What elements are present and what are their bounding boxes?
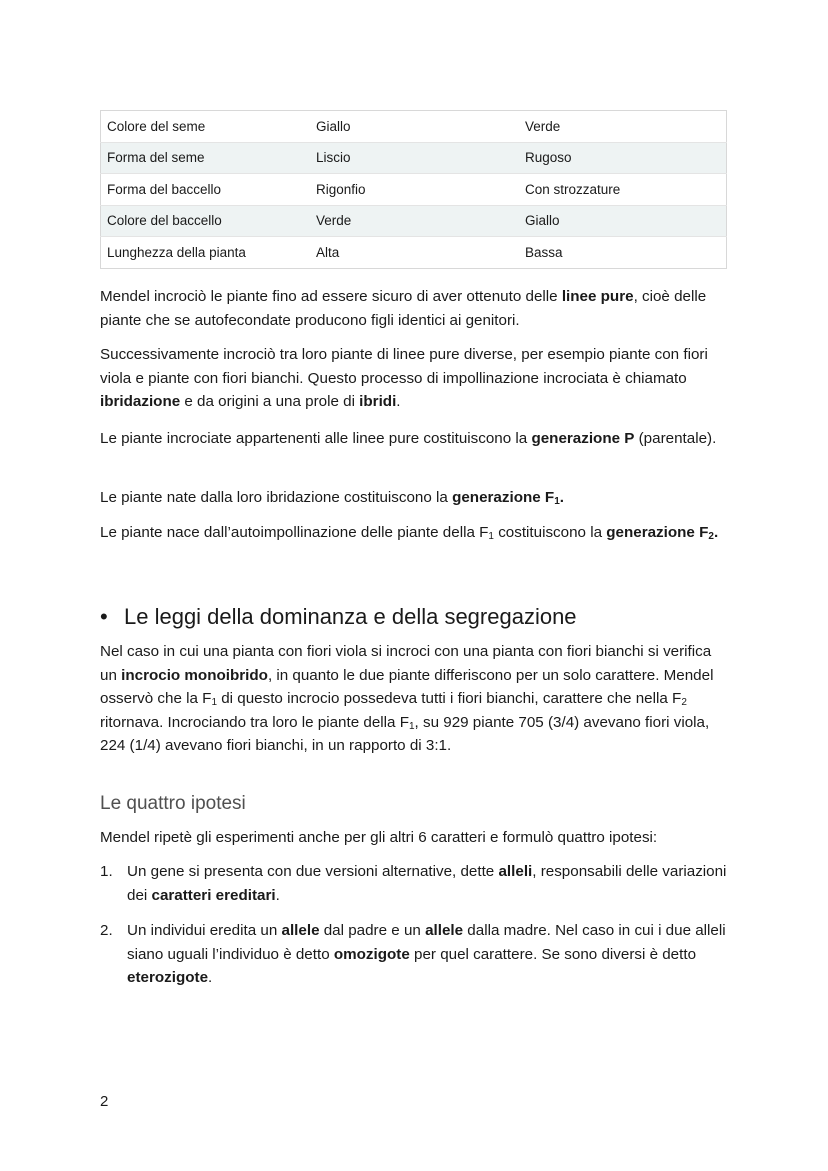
paragraph-generazione-f2: Le piante nace dall’autoimpollinazione delle piante della $F_1$ costituiscono la generazione $F_2$. (100, 524, 719, 542)
paragraph-intro-ipotesi: Mendel ripetè gli esperimenti anche per gli altri 6 caratteri e formulò quattro ipotesi: (100, 829, 658, 846)
table-cell: Forma del seme (101, 142, 311, 174)
table-cell: Colore del seme (101, 111, 311, 143)
table-row (101, 174, 727, 206)
table-cell: Verde (519, 111, 727, 143)
table-cell: Verde (310, 205, 519, 237)
section-heading: • Le leggi della dominanza e della segregazione (100, 602, 577, 632)
table-cell: Alta (316, 244, 340, 260)
table-cell: Con strozzature (519, 174, 727, 206)
table-row (101, 142, 727, 174)
paragraph-ibridazione: Successivamente incrociò tra loro piante di linee pure diverse, per esempio piante con fiori viola e piante con fiori bianchi. Questo processo di impollinazione incrociata è chiamato ibridazione e da origini a una prole di ibridi. (100, 346, 708, 410)
traits-table (100, 110, 727, 269)
table-cell: Giallo (519, 205, 727, 237)
table-cell: Liscio (310, 142, 519, 174)
page-number: 2 (100, 1093, 109, 1110)
table-cell: Bassa (525, 244, 563, 260)
paragraph-linee-pure: Mendel incrociò le piante fino ad essere sicuro di aver ottenuto delle linee pure, cioè delle piante che se autofecondate producono figli identici ai genitori. (100, 288, 707, 329)
list-item: 1. Un gene si presenta con due versioni alternative, dette alleli, responsabili delle variazioni dei caratteri ereditari. (100, 863, 727, 904)
table-cell: Lunghezza della pianta (107, 244, 246, 260)
table-cell: Forma del baccello (101, 174, 311, 206)
list-item: 2. Un individui eredita un allele dal padre e un allele dalla madre. Nel caso in cui i due alleli siano uguali l’individuo è detto omozigote per quel carattere. Se sono diversi è detto eterozigote. (100, 922, 726, 986)
table-cell: Giallo (310, 111, 519, 143)
table-cell: Rugoso (519, 142, 727, 174)
table-row (101, 205, 727, 237)
paragraph-generazione-p: Le piante incrociate appartenenti alle linee pure costituiscono la generazione P (parentale). (100, 430, 717, 447)
subsection-heading: Le quattro ipotesi (100, 793, 246, 814)
paragraph-generazione-f1: Le piante nate dalla loro ibridazione costituiscono la generazione $F_1$. (100, 489, 564, 507)
paragraph-incrocio-monoibrido: Nel caso in cui una pianta con fiori viola si incroci con una pianta con fiori bianchi si verifica un incrocio monoibrido, in quanto le due piante differiscono per un solo carattere. Mendel osservò che la $F_1$ di questo incrocio possedeva tutti i fiori bianchi, carattere che nella $F_2$ ritornava. Incrociando tra loro le piante della $F_1$, su 929 piante 705 (3/4) avevano fiori viola, 224 (1/4) avevano fiori bianchi, in un rapporto di 3:1. (100, 643, 714, 754)
table-row (101, 111, 727, 143)
table-row (101, 237, 727, 269)
table-cell: Rigonfio (310, 174, 519, 206)
bullet-icon: • (100, 604, 108, 629)
table-cell: Colore del baccello (101, 205, 311, 237)
hypotheses-list (100, 860, 730, 1002)
